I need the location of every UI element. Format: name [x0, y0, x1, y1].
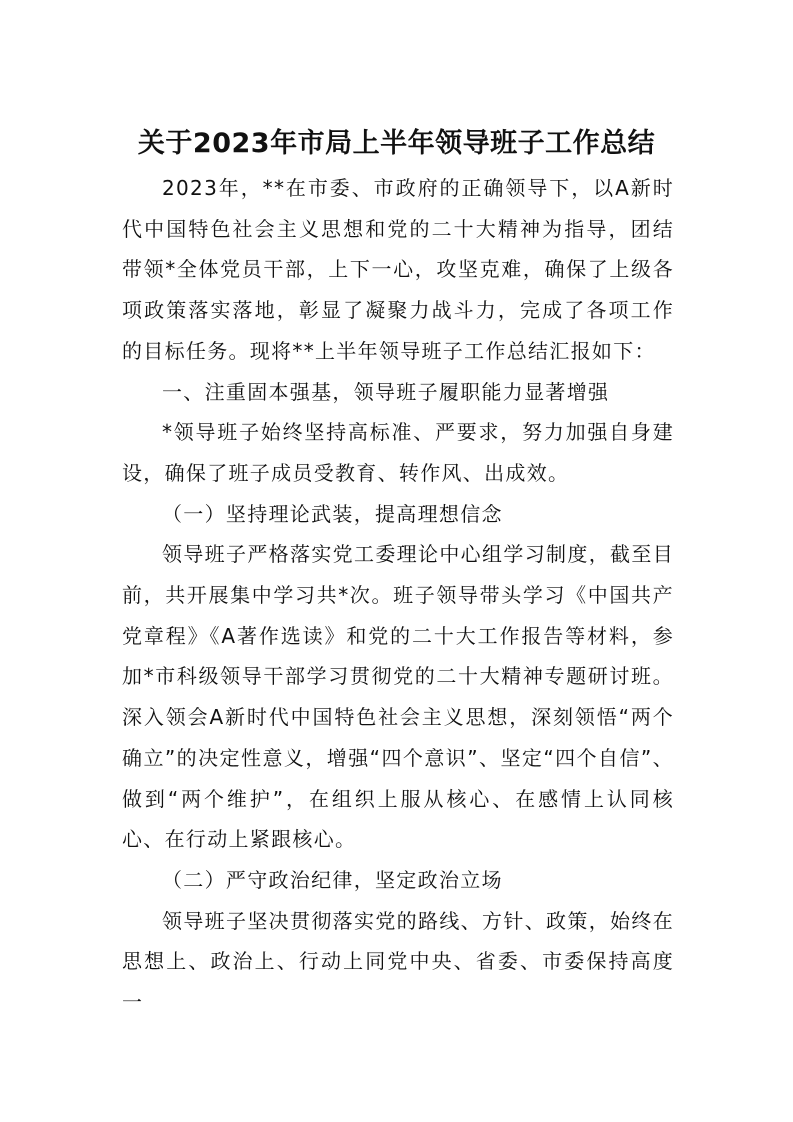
document-title: 关于2023年市局上半年领导班子工作总结: [137, 128, 656, 159]
subsection-heading-2: （二）严守政治纪律，坚定政治立场: [162, 867, 503, 892]
subsection-1-paragraph: 领导班子严格落实党工委理论中心组学习制度，截至目前，共开展集中学习共*次。班子领导带头学习《中国共产党章程》《A著作选读》和党的二十大工作报告等材料，参加*市科级领导干部学习贯彻党的二十大精神专题研讨班。深入领会A新时代中国特色社会主义思想，深刻领悟“两个确立”的决定性意义，增强“四个意识”、坚定“四个自信”、做到“两个维护”，在组织上服从核心、在感情上认同核心、在行动上紧跟核心。: [122, 542, 674, 852]
subsection-heading-1: （一）坚持理论武装，提高理想信念: [162, 501, 503, 526]
section-1-paragraph: *领导班子始终坚持高标准、严要求，努力加强自身建设，确保了班子成员受教育、转作风、出成效。: [122, 420, 674, 485]
subsection-2-paragraph: 领导班子坚决贯彻落实党的路线、方针、政策，始终在思想上、政治上、行动上同党中央、省委、市委保持高度一: [122, 908, 674, 1015]
document-body: [122, 168, 674, 1023]
intro-paragraph: 2023年，**在市委、市政府的正确领导下，以A新时代中国特色社会主义思想和党的二十大精神为指导，团结带领*全体党员干部，上下一心，攻坚克难，确保了上级各项政策落实落地，彰显了凝聚力战斗力，完成了各项工作的目标任务。现将**上半年领导班子工作总结汇报如下：: [122, 176, 674, 363]
section-heading-1: 一、注重固本强基，领导班子履职能力显著增强: [162, 379, 610, 404]
